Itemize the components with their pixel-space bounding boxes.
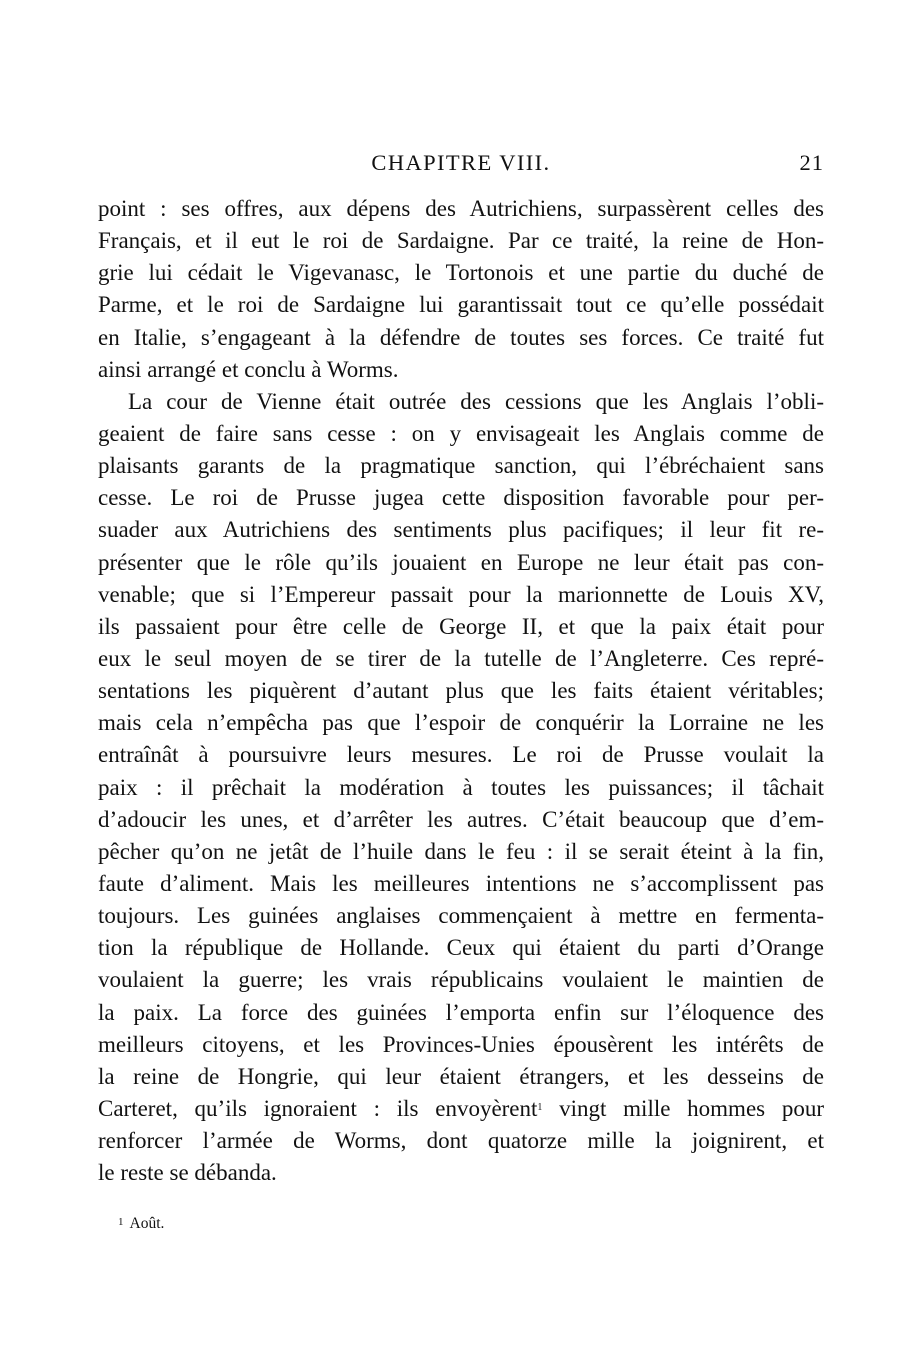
text-segment: vingt mille hommes pour [542,1095,824,1121]
text-segment: Carteret, qu’ils ignoraient : ils envoyèrent [98,1095,538,1121]
text-line: la paix. La force des guinées l’emporta enfin sur l’éloquence des [98,999,824,1025]
footnote-reference: 1 [537,1101,543,1113]
text-line: plaisants garants de la pragmatique sanction, qui l’ébréchaient sans [98,453,824,479]
text-line: eux le seul moyen de se tirer de la tutelle de l’Angleterre. Ces repré- [98,645,824,671]
text-line: ils passaient pour être celle de George II, et que la paix était pour [98,613,824,639]
footnote-marker: 1 [118,1216,124,1228]
text-line: geaient de faire sans cesse : on y envisageait les Anglais comme de [98,420,824,446]
text-line: venable; que si l’Empereur passait pour la marionnette de Louis XV, [98,581,824,607]
text-line: présenter que le rôle qu’ils jouaient en Europe ne leur était pas con- [98,549,824,575]
text-line: sentations les piquèrent d’autant plus que les faits étaient véritables; [98,678,824,704]
text-line: le reste se débanda. [98,1160,277,1186]
text-line: la reine de Hongrie, qui leur étaient étrangers, et les desseins de [98,1063,824,1089]
text-line: faute d’aliment. Mais les meilleures intentions ne s’accomplissent pas [98,870,824,896]
body-text [98,193,824,1189]
text-line: grie lui cédait le Vigevanasc, le Tortonois et une partie du duché de [98,260,824,286]
chapter-title: CHAPITRE VIII. [371,150,551,175]
text-line: suader aux Autrichiens des sentiments plus pacifiques; il leur fit re- [98,517,824,543]
text-line: en Italie, s’engageant à la défendre de toutes ses forces. Ce traité fut [98,324,824,350]
text-line: pêcher qu’on ne jetât de l’huile dans le feu : il se serait éteint à la fin, [98,838,824,864]
running-head [98,146,824,180]
text-line: toujours. Les guinées anglaises commençaient à mettre en fermenta- [98,903,824,929]
text-line: paix : il prêchait la modération à toutes les puissances; il tâchait [98,774,824,800]
page-number: 21 [799,150,824,175]
footnote-text: Août. [129,1215,165,1232]
text-line: Parme, et le roi de Sardaigne lui garantissait tout ce qu’elle possédait [98,292,824,318]
text-line-with-footnote-ref [98,1093,824,1125]
text-line: renforcer l’armée de Worms, dont quatorze mille la joignirent, et [98,1128,824,1154]
text-line: meilleurs citoyens, et les Provinces-Unies épousèrent les intérêts de [98,1031,824,1057]
text-line: voulaient la guerre; les vrais républicains voulaient le maintien de [98,967,824,993]
text-line: Français, et il eut le roi de Sardaigne. Par ce traité, la reine de Hon- [98,228,824,254]
text-line: cesse. Le roi de Prusse jugea cette disposition favorable pour per- [98,485,824,511]
text-line: d’adoucir les unes, et d’arrêter les autres. C’était beaucoup que d’em- [98,806,824,832]
text-line: tion la république de Hollande. Ceux qui étaient du parti d’Orange [98,935,824,961]
text-line: ainsi arrangé et conclu à Worms. [98,356,399,382]
text-line: point : ses offres, aux dépens des Autrichiens, surpassèrent celles des [98,196,824,221]
text-line: mais cela n’empêcha pas que l’espoir de conquérir la Lorraine ne les [98,710,824,736]
text-line: La cour de Vienne était outrée des cessions que les Anglais l’obli- [128,388,824,414]
footnote [118,1211,164,1235]
text-line: entraînât à poursuivre leurs mesures. Le roi de Prusse voulait la [98,742,824,768]
